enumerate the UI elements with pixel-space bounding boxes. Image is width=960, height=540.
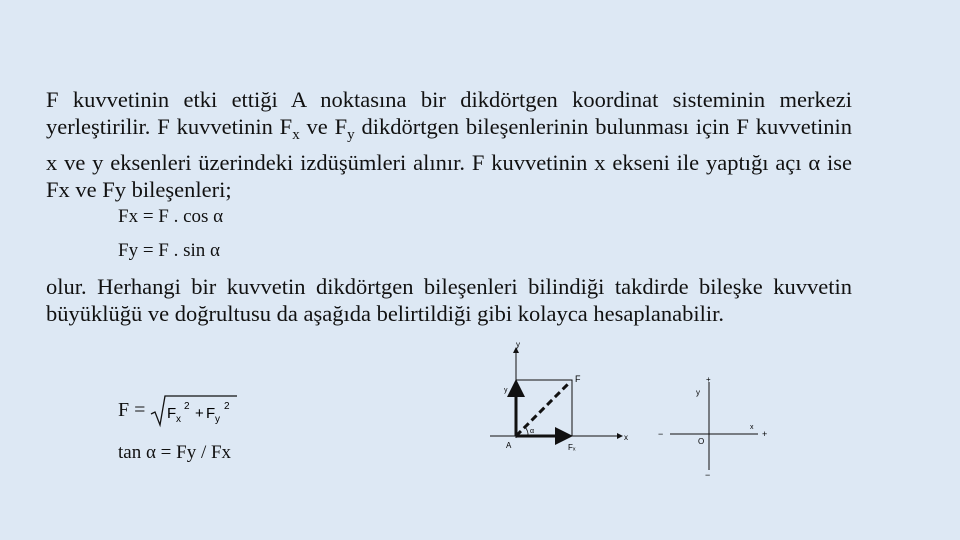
plus-top-sign: +	[706, 375, 711, 384]
equation-fx: Fx = F . cos α	[118, 206, 224, 227]
axis-signs-diagram	[650, 372, 780, 482]
tan-formula: tan α = Fy / Fx	[118, 442, 232, 463]
origin-label: O	[698, 437, 705, 446]
y-axis-label: y	[696, 388, 700, 397]
term2-sub: y	[215, 414, 221, 425]
y-axis-label: y	[516, 340, 520, 349]
subscript-x: x	[292, 127, 300, 143]
plus-right-sign: +	[762, 429, 768, 439]
x-axis-label: x	[624, 433, 628, 442]
magnitude-formula	[118, 392, 239, 428]
intro-paragraph	[46, 86, 852, 203]
term1-sub: x	[176, 414, 182, 425]
term2-f: F	[206, 405, 216, 422]
formula-lhs: F =	[118, 398, 146, 421]
minus-bottom-sign: −	[705, 470, 711, 480]
minus-left-sign: −	[658, 429, 664, 439]
term1-exp: 2	[184, 401, 190, 412]
force-label: F	[575, 374, 581, 384]
intro-text-3: dikdörtgen bileşenlerinin bulunması için F kuvvetinin x ve y eksenleri üzerindeki izdüşümleri alınır. F kuvvetinin x ekseni ile yaptığı açı α ise Fx ve Fy bileşenleri;	[46, 114, 853, 202]
fy-label: y	[504, 387, 508, 394]
sqrt-expression	[149, 392, 239, 428]
equation-fy: Fy = F . sin α	[118, 240, 220, 261]
resultant-force-vector	[516, 382, 570, 436]
fx-label: Fₓ	[568, 443, 576, 452]
subscript-y: y	[347, 127, 355, 143]
force-components-diagram	[482, 338, 642, 458]
angle-label: α	[530, 428, 535, 435]
intro-text-1: F kuvvetinin etki ettiği A noktasına bir dikdörtgen koordinat sisteminin merkezi yerleştirilir. F kuvvetinin F	[46, 87, 852, 139]
term1-f: F	[167, 405, 177, 422]
intro-text-2: ve F	[299, 114, 348, 139]
plus-sign: +	[195, 405, 205, 422]
result-paragraph: olur. Herhangi bir kuvvetin dikdörtgen bileşenleri bilindiği takdirde bileşke kuvvetin büyüklüğü ve doğrultusu da aşağıda belirtildiği gibi kolayca hesaplanabilir.	[46, 274, 852, 326]
term2-exp: 2	[224, 401, 230, 412]
x-axis-label: x	[750, 424, 754, 431]
origin-label: A	[506, 441, 512, 450]
